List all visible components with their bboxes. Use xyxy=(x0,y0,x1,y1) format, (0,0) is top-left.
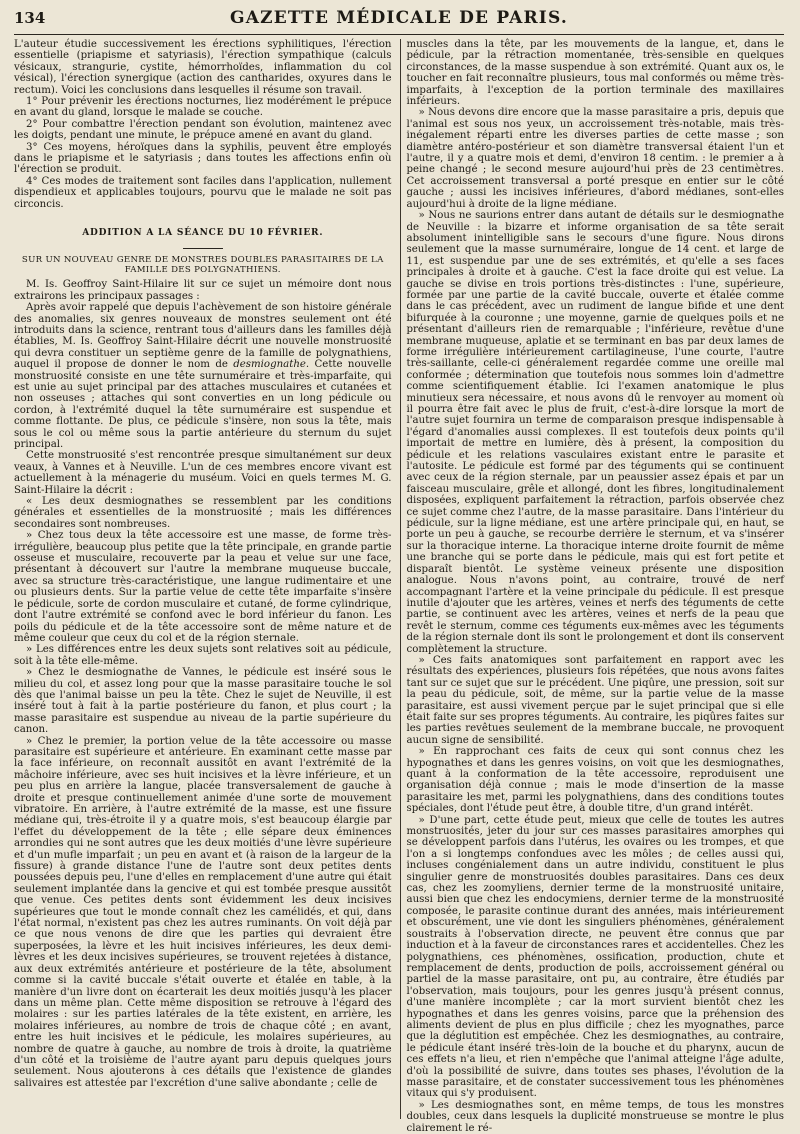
paragraph-end: . Cette nouvelle monstruosité consiste en une tête surnuméraire et très-imparfaite, qui est unie au sujet principal par des attaches musculaires et cutanées et non osseuses ; attaches qui sont converties en un long pédicule ou cordon, à l'extrémité duquel la tête surnuméraire est suspendue et comme flottante. De plus, ce pédicule s'insère, non sous la tête, mais sous le col ou même sous la partie antérieure du sternum du sujet principal. xyxy=(14,359,392,450)
paragraph: » Chez le desmiognathe de Vannes, le pédicule est inséré sous le milieu du col, et assez long pour que la masse parasitaire touche le sol dès que l'animal baisse un peu la tête. Chez le sujet de Neuville, il est inséré tout à fait à la partie postérieure du fanon, et plus court ; la masse parasitaire est suspendue au niveau de la partie supérieure du canon. xyxy=(14,667,392,736)
paragraph: muscles dans la tête, par les mouvements de la langue, et, dans le pédicule, par la rétraction momentanée, très-sensible en quelques circonstances, de la masse suspendue à son extrémité. Quant aux os, le toucher en fait reconnaître plusieurs, tous mal conformés ou même très-imparfaits, à l'exception de la portion terminale des maxillaires inférieurs. xyxy=(406,39,784,108)
paragraph: » Chez tous deux la tête accessoire est une masse, de forme très-irrégulière, beaucoup plus petite que la tête principale, en grande partie osseuse et musculaire, recouverte par la peau et velue sur une face, présentant à découvert sur l'autre la membrane muqueuse buccale, avec sa structure très-caractéristique, une langue rudimentaire et une ou plusieurs dents. Sur la partie velue de cette tête imparfaite s'insère le pédicule, sorte de cordon musculaire et cutané, de forme cylindrique, dont l'autre extrémité se confond avec le bord inférieur du fanon. Les poils du pédicule et de la tête accessoire sont de même nature et de même couleur que ceux du col et de la région sternale. xyxy=(14,530,392,644)
conclusion-1: 1° Pour prévenir les érections nocturnes, liez modérément le prépuce en avant du gland, lorsque le malade se couche. xyxy=(14,96,392,119)
paragraph: » Les desmiognathes sont, en même temps, de tous les monstres doubles, ceux dans lesquels la duplicité monstrueuse se montre le plus clairement le ré- xyxy=(406,1099,784,1134)
genus-name: desmiognathe xyxy=(233,359,306,371)
page-number: 134 xyxy=(14,9,46,27)
paragraph: « Les deux desmiognathes se ressemblent par les conditions générales et essentielles de la monstruosité ; mais les différences secondaires sont nombreuses. xyxy=(14,496,392,530)
paragraph: » Chez le premier, la portion velue de la tête accessoire ou masse parasitaire est supérieure et antérieure. En examinant cette masse par la face inférieure, on reconnaît aussitôt en avant l'extrémité de la mâchoire inférieure, avec ses huit incisives et la lèvre inférieure, et un peu plus en arrière la langue, placée transversalement de gauche à droite et presque continuellement animée d'une sorte de mouvement vibratoire. En arrière, à l'autre extrémité de la masse, est une fissure médiane qui, très-étroite il y a quatre mois, s'est beaucoup élargie par l'effet du développement de la tête ; elle sépare deux éminences arrondies qui ne sont autres que les deux moitiés d'une lèvre supérieure et d'un mufle imparfait ; un peu en avant et (à raison de la largeur de la fissure) à grande distance l'une de l'autre sont deux petites dents poussées depuis peu, l'une d'elles en remplacement d'une autre qui était seulement implantée dans la gencive et qui est tombée presque aussitôt que venue. Ces petites dents sont évidemment les deux incisives supérieures que tout le monde connaît chez les camélidés, et qui, dans l'état normal, n'existent pas chez les autres ruminants. On voit déjà par ce que nous venons de dire que les parties qui devraient être superposées, la lèvre et les huit incisives inférieures, les deux demi-lèvres et les deux incisives supérieures, se trouvent rejetées à distance, aux deux extrémités antérieure et postérieure de la tête, absolument comme si la cavité buccale s'était ouverte et étalée en table, à la manière d'un livre dont on écarterait les deux moitiés jusqu'à les placer dans un même plan. Cette même disposition se retrouve à l'égard des molaires : sur les parties latérales de la tête existent, en arrière, les molaires inférieures, au nombre de trois de chaque côté ; en avant, entre les huit incisives et le pédicule, les molaires supérieures, au nombre de quatre à gauche, au nombre de trois à droite, la quatrième d'un côté et la troisième de l'autre ayant paru depuis quelques jours seulement. Nous ajouterons à ces détails que l'existence de glandes salivaires est attestée par l'excrétion d'une salive abondante ; celle de xyxy=(14,735,392,1089)
paragraph: » Nous devons dire encore que la masse parasitaire a pris, depuis que l'animal est sous nos yeux, un accroissement très-notable, mais très-inégalement réparti entre les diverses parties de cette masse ; son diamètre antéro-postérieur et son diamètre transversal étaient l'un et l'autre, il y a quatre mois et demi, d'environ 18 centim. : le premier a à peine changé ; le second mesure aujourd'hui près de 23 centimètres. Cet accroissement transversal a porté presque en entier sur le côté gauche ; aussi les incisives inférieures, d'abord médianes, sont-elles aujourd'hui à droite de la ligne médiane. xyxy=(406,107,784,210)
paragraph xyxy=(14,302,392,450)
text-columns xyxy=(14,39,784,1134)
author-line: M. Is. Geoffroy Saint-Hilaire lit sur ce sujet un mémoire dont nous extrairons les principaux passages : xyxy=(14,279,392,302)
conclusion-4: 4° Ces modes de traitement sont faciles dans l'application, nullement dispendieux et applicables toujours, pourvu que le malade ne soit pas circoncis. xyxy=(14,175,392,210)
paragraph: Cette monstruosité s'est rencontrée presque simultanément sur deux veaux, à Vannes et à Neuville. L'un de ces membres encore vivant est actuellement à la ménagerie du muséum. Voici en quels termes M. G. Saint-Hilaire la décrit : xyxy=(14,450,392,496)
journal-title: GAZETTE MÉDICALE DE PARIS. xyxy=(230,8,568,28)
paragraph-start: Après avoir rappelé que depuis l'achèvement de son histoire générale des anomalies, six genres nouveaux de monstres seulement ont été introduits dans la science, rentrant tous d'ailleurs dans les familles déjà établies, M. Is. Geoffroy Saint-Hilaire décrit une nouvelle monstruosité qui devra constituer un septième genre de la famille de polygnathiens, auquel il propose de donner le nom de xyxy=(14,302,392,371)
paragraph: » Ces faits anatomiques sont parfaitement en rapport avec les résultats des expériences, plusieurs fois répétées, que nous avons faites tant sur ce sujet que sur le précédent. Une piqûre, une pression, soit sur la peau du pédicule, soit, de même, sur la partie velue de la masse parasitaire, est aussi vivement perçue par le sujet principal que si elle était faite sur ses propres téguments. Au contraire, les piqûres faites sur les parties revêtues seulement de la membrane buccale, ne provoquent aucun signe de sensibilité. xyxy=(406,654,784,746)
conclusion-2: 2° Pour combattre l'érection pendant son évolution, maintenez avec les doigts, pendant une minute, le prépuce amené en avant du gland. xyxy=(14,118,392,142)
paragraph: » En rapprochant ces faits de ceux qui sont connus chez les hypognathes et dans les genres voisins, on voit que les desmiognathes, quant à la conformation de la tête accessoire, reproduisent une organisation déjà connue ; mais le mode d'insertion de la masse parasitaire les met, parmi les polygnathiens, dans des conditions toutes spéciales, dont l'étude peut être, à double titre, d'un grand intérêt. xyxy=(406,746,784,815)
section-divider xyxy=(183,248,223,249)
section-subtitle: SUR UN NOUVEAU GENRE DE MONSTRES DOUBLES PARASITAIRES DE LA FAMILLE DES POLYGNATHIENS. xyxy=(21,254,384,275)
left-column xyxy=(14,39,392,1119)
right-column xyxy=(400,39,785,1134)
paragraph: » Nous ne saurions entrer dans autant de détails sur le desmiognathe de Neuville : la bizarre et informe organisation de sa tête serait absolument inintelligible sans le secours d'une figure. Nous dirons seulement que la masse surnuméraire, longue de 14 cent. et large de 11, est suspendue par une de ses extrémités, et qu'elle a ses faces principales à droite et à gauche. C'est la face droite qui est velue. La gauche se divise en trois portions très-distinctes : l'une, supérieure, formée par une partie de la cavité buccale, ouverte et étalée comme dans le cas précédent, avec un rudiment de langue bifide et une dent bifurquée à la couronne ; une moyenne, garnie de quelques poils et ne présentant d'ailleurs rien de remarquable ; l'inférieure, revêtue d'une membrane muqueuse, aplatie et se terminant en bas par deux lames de forme irrégulière intérieurement cartilagineuse, l'une courte, l'autre très-saillante, celle-ci généralement regardée comme une oreille mal conformée ; détermination que toutefois nous sommes loin d'admettre comme scientifiquement établie. Ici l'examen anatomique le plus minutieux sera nécessaire, et nous avons dû le renvoyer au moment où il pourra être fait avec le plus de fruit, c'est-à-dire lorsque la mort de l'autre sujet fournira un terme de comparaison presque indispensable à l'égard d'anomalies aussi complexes. Il est toutefois deux points qu'il importait de mettre en lumière, dès à présent, la composition du pédicule et les relations vasculaires existant entre le parasite et l'autosite. Le pédicule est formé par des téguments qui se continuent avec ceux de la région sternale, par un peaussier assez épais et par un faisceau musculaire, grêle et allongé, dont les fibres, longitudinalement disposées, expliquent parfaitement la rétraction, parfois observée chez ce sujet comme chez l'autre, de la masse parasitaire. Dans l'intérieur du pédicule, sur la ligne médiane, est une artère principale qui, en haut, se porte un peu à gauche, se recourbe derrière le sternum, et va s'insérer sur la thoracique interne. La thoracique interne droite fournit de même une branche qui se porte dans le pédicule, mais qui est fort petite et disparaît bientôt. Le système veineux présente une disposition analogue. Nous n'avons point, au contraire, trouvé de nerf accompagnant l'artère et la veine principale du pédicule. Il est presque inutile d'ajouter que les artères, veines et nerfs des téguments de cette partie, se continuent avec les artères, veines et nerfs de la peau que revêt le sternum, comme ces téguments eux-mêmes avec les téguments de la région sternale dont ils sont le prolongement et dont ils conservent complètement la structure. xyxy=(406,210,784,655)
intro-paragraph: L'auteur étudie successivement les érections syphilitiques, l'érection essentielle (priapisme et satyriasis), l'érection sympathique (calculs vésicaux, strangurie, cystite, hémorrhoïdes, inflammation du col vésical), l'érection synergique (action des cantharides, oxyures dans le rectum). Voici les conclusions dans lesquelles il résume son travail. xyxy=(14,39,392,96)
section-title: ADDITION A LA SÉANCE DU 10 FÉVRIER. xyxy=(82,228,324,239)
paragraph: » D'une part, cette étude peut, mieux que celle de toutes les autres monstruosités, jeter du jour sur ces masses parasitaires amorphes qui se développent parfois dans l'utérus, les ovaires ou les trompes, et que l'on a si longtemps confondues avec les môles ; de celles aussi qui, incluses congénialement dans un autre individu, constituent le plus singulier genre de monstruosités doubles parasitaires. Dans ces deux cas, chez les zoomyliens, dernier terme de la monstruosité unitaire, aussi bien que chez les endocymiens, dernier terme de la monstruosité composée, le parasite continue durant des années, mais intérieurement et obscurément, une vie dont les singuliers phénomènes, généralement soustraits à l'observation directe, ne peuvent être connus que par induction et à la faveur de circonstances rares et accidentelles. Chez les polygnathiens, ces phénomènes, ossification, production, chute et remplacement de dents, production de poils, accroissement général ou partiel de la masse parasitaire, ont pu, au contraire, être étudiés par l'observation, mais toujours, pour les genres jusqu'à présent connus, d'une manière incomplète ; car la mort survient bientôt chez les hypognathes et dans les genres voisins, parce que la préhension des aliments devient de plus en plus difficile ; chez les myognathes, parce que la déglutition est empêchée. Chez les desmiognathes, au contraire, le pédicule étant inséré très-loin de la bouche et du pharynx, aucun de ces effets n'a lieu, et rien n'empêche que l'animal atteigne l'âge adulte, d'où la possibilité de suivre, dans toutes ses phases, l'évolution de la masse parasitaire, et de constater successivement tous les phénomènes vitaux qui s'y produisent. xyxy=(406,814,784,1100)
conclusion-3: 3° Ces moyens, héroïques dans la syphilis, peuvent être employés dans le priapisme et le satyriasis ; dans toutes les affections enfin où l'érection se produit. xyxy=(14,141,392,176)
masthead xyxy=(14,8,784,35)
paragraph: » Les différences entre les deux sujets sont relatives soit au pédicule, soit à la tête elle-même. xyxy=(14,644,392,667)
